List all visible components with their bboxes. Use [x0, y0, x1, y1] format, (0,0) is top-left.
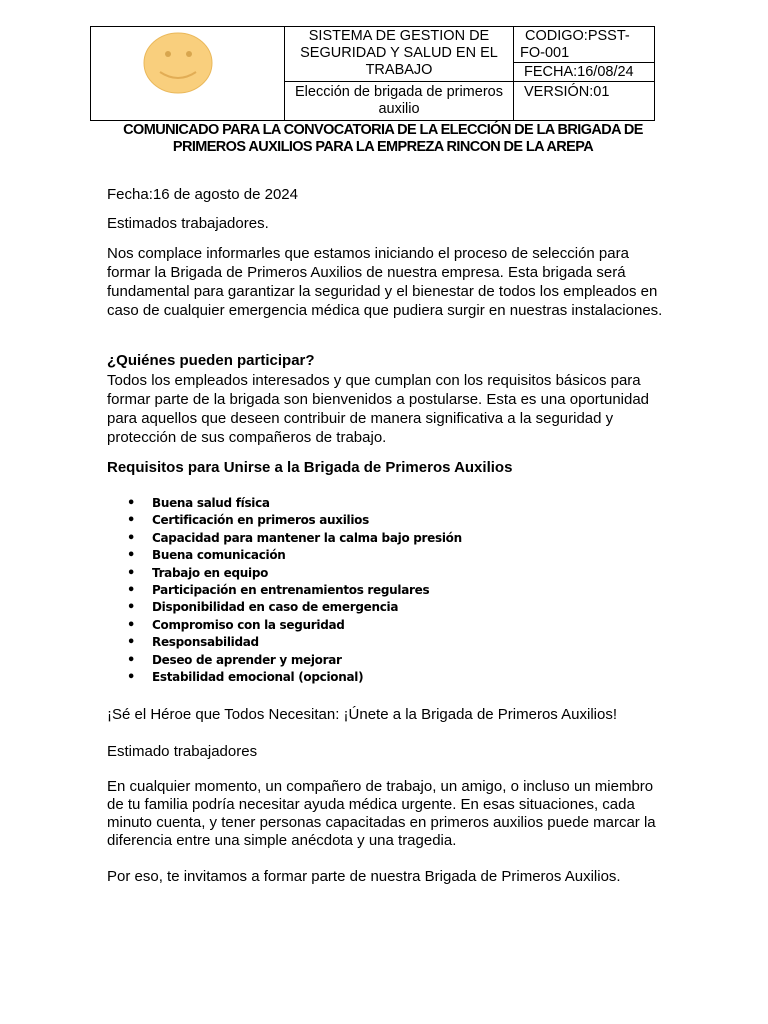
requirement-text: Trabajo en equipo — [152, 565, 269, 580]
requirement-text: Participación en entrenamientos regulares — [152, 582, 430, 597]
bullet-icon: • — [127, 565, 136, 581]
bullet-icon: • — [127, 669, 136, 685]
bullet-icon: • — [127, 635, 136, 651]
hero-line: ¡Sé el Héroe que Todos Necesitan: ¡Únete a la Brigada de Primeros Auxilios! — [107, 706, 617, 723]
list-item — [107, 599, 462, 616]
bullet-icon: • — [127, 582, 136, 598]
document-code-line2: FO-001 — [520, 45, 570, 61]
bullet-icon: • — [127, 513, 136, 529]
requirement-text: Estabilidad emocional (opcional) — [152, 669, 364, 684]
requirement-text: Responsabilidad — [152, 635, 259, 650]
greeting: Estimados trabajadores. — [107, 215, 269, 232]
list-item — [107, 547, 462, 564]
paragraph-2: En cualquier momento, un compañero de trabajo, un amigo, o incluso un miembro de tu familia podría necesitar ayuda médica urgente. En esas situaciones, cada minuto cuenta, y tener personas capacitadas en primeros auxilios puede marcar la diferencia entre una simple anécdota y una tragedia. — [107, 778, 656, 849]
list-item — [107, 617, 462, 634]
requirement-text: Disponibilidad en caso de emergencia — [152, 600, 399, 615]
requirement-text: Capacidad para mantener la calma bajo presión — [152, 530, 462, 545]
header-table — [90, 26, 655, 121]
requirement-text: Buena comunicación — [152, 548, 286, 563]
list-item — [107, 512, 462, 529]
who-heading: ¿Quiénes pueden participar? — [107, 352, 315, 369]
list-item — [107, 495, 462, 512]
greeting-2: Estimado trabajadores — [107, 743, 258, 760]
who-paragraph: Todos los empleados interesados y que cumplan con los requisitos básicos para formar parte de la brigada son bienvenidos a postularse. Esta es una oportunidad para aquellos que deseen contribuir de manera significativa a la seguridad y protección de sus compañeros de trabajo. — [107, 372, 650, 446]
bullet-icon: • — [127, 617, 136, 633]
list-item — [107, 582, 462, 599]
document-date: FECHA:16/08/24 — [514, 63, 654, 82]
requirement-text: Certificación en primeros auxilios — [152, 513, 369, 528]
announcement-title: COMUNICADO PARA LA CONVOCATORIA DE LA ELECCIÓN DE LA BRIGADA DE PRIMEROS AUXILIOS PARA LA EMPREZA RINCON DE LA AREPA — [123, 122, 643, 155]
intro-paragraph: Nos complace informarles que estamos iniciando el proceso de selección para formar la Brigada de Primeros Auxilios de nuestra empresa. Esta brigada será fundamental para garantizar la seguridad y el bienestar de todos los empleados en caso de cualquier emergencia médica que pudiera surgir en nuestras instalaciones. — [107, 245, 663, 319]
requirement-text: Compromiso con la seguridad — [152, 617, 345, 632]
smiley-face-icon — [143, 32, 213, 94]
date-line: Fecha:16 de agosto de 2024 — [107, 186, 298, 203]
requirement-text: Deseo de aprender y mejorar — [152, 652, 342, 667]
list-item — [107, 565, 462, 582]
requirements-heading: Requisitos para Unirse a la Brigada de Primeros Auxilios — [107, 459, 513, 476]
bullet-icon: • — [127, 496, 136, 511]
document-code-line1: CODIGO:PSST- — [525, 28, 630, 44]
list-item — [107, 652, 462, 669]
bullet-icon: • — [127, 600, 136, 616]
list-item — [107, 669, 462, 686]
list-item — [107, 634, 462, 651]
requirement-text: Buena salud física — [152, 496, 270, 510]
bullet-icon: • — [127, 652, 136, 668]
system-title: SISTEMA DE GESTION DE SEGURIDAD Y SALUD EN EL TRABAJO — [285, 27, 514, 82]
bullet-icon: • — [127, 548, 136, 564]
document-code — [514, 27, 654, 63]
requirements-list — [107, 495, 462, 686]
bullet-icon: • — [127, 530, 136, 546]
logo-cell — [91, 27, 285, 120]
list-item — [107, 530, 462, 547]
closing-line: Por eso, te invitamos a formar parte de nuestra Brigada de Primeros Auxilios. — [107, 868, 621, 885]
document-version: VERSIÓN:01 — [524, 84, 610, 100]
document-subject: Elección de brigada de primeros auxilio — [285, 82, 514, 120]
